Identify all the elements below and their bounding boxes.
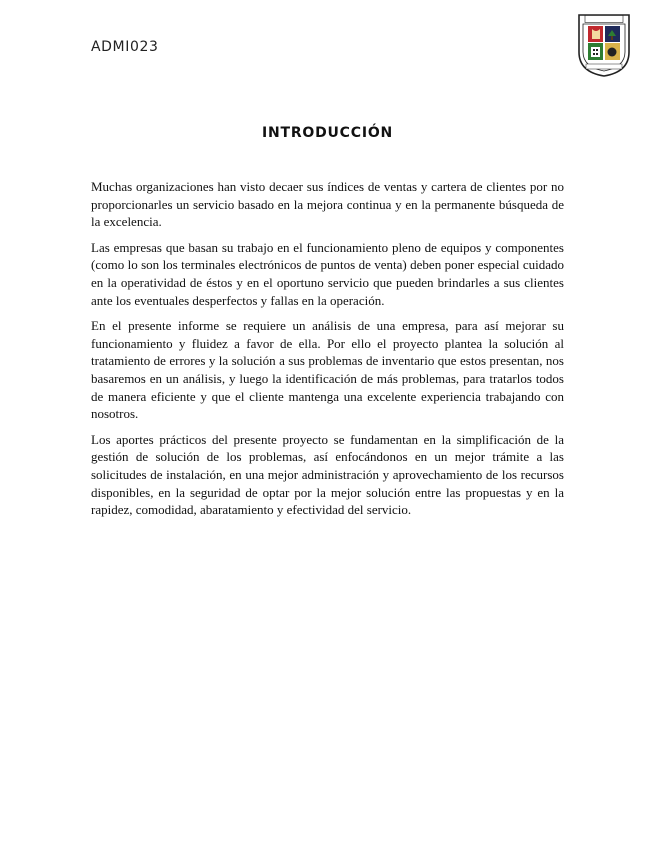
paragraph: Muchas organizaciones han visto decaer sus índices de ventas y cartera de clientes por no proporcionarles un servicio basado en la mejora continua y en la permanente búsqueda de la excelencia. — [91, 179, 564, 230]
page-title: INTRODUCCIÓN — [261, 125, 394, 141]
paragraph: Los aportes prácticos del presente proyecto se fundamentan en la simplificación de la gestión de solución de los problemas, así enfocándonos en un mejor trámite a las solicitudes de instalación, en una mejor administración y aprovechamiento de los recursos disponibles, en la seguridad de optar por la mejor solución entre las propuestas y en la rapidez, comodidad, abaratamiento y efectividad del servicio. — [91, 431, 564, 518]
document-body — [91, 178, 564, 527]
paragraph: Las empresas que basan su trabajo en el funcionamiento pleno de equipos y componentes (como lo son los terminales electrónicos de puntos de venta) deben poner especial cuidado en la operatividad de éstos y en el oportuno servicio que pueden brindarles a sus clientes ante los eventuales desperfectos y fallas en la operación. — [91, 239, 564, 308]
institution-crest-logo — [576, 12, 632, 78]
document-code: ADMI023 — [91, 39, 159, 55]
paragraph: En el presente informe se requiere un análisis de una empresa, para así mejorar su funcionamiento y fluidez a favor de ella. Por ello el proyecto plantea la solución al tratamiento de errores y la solución a sus problemas de inventario que estos presentan, nos basaremos en un análisis, y luego la identificación de más problemas, para tratarlos todos de manera eficiente y que el cliente mantenga una excelente experiencia trabajando con nosotros. — [91, 318, 564, 422]
